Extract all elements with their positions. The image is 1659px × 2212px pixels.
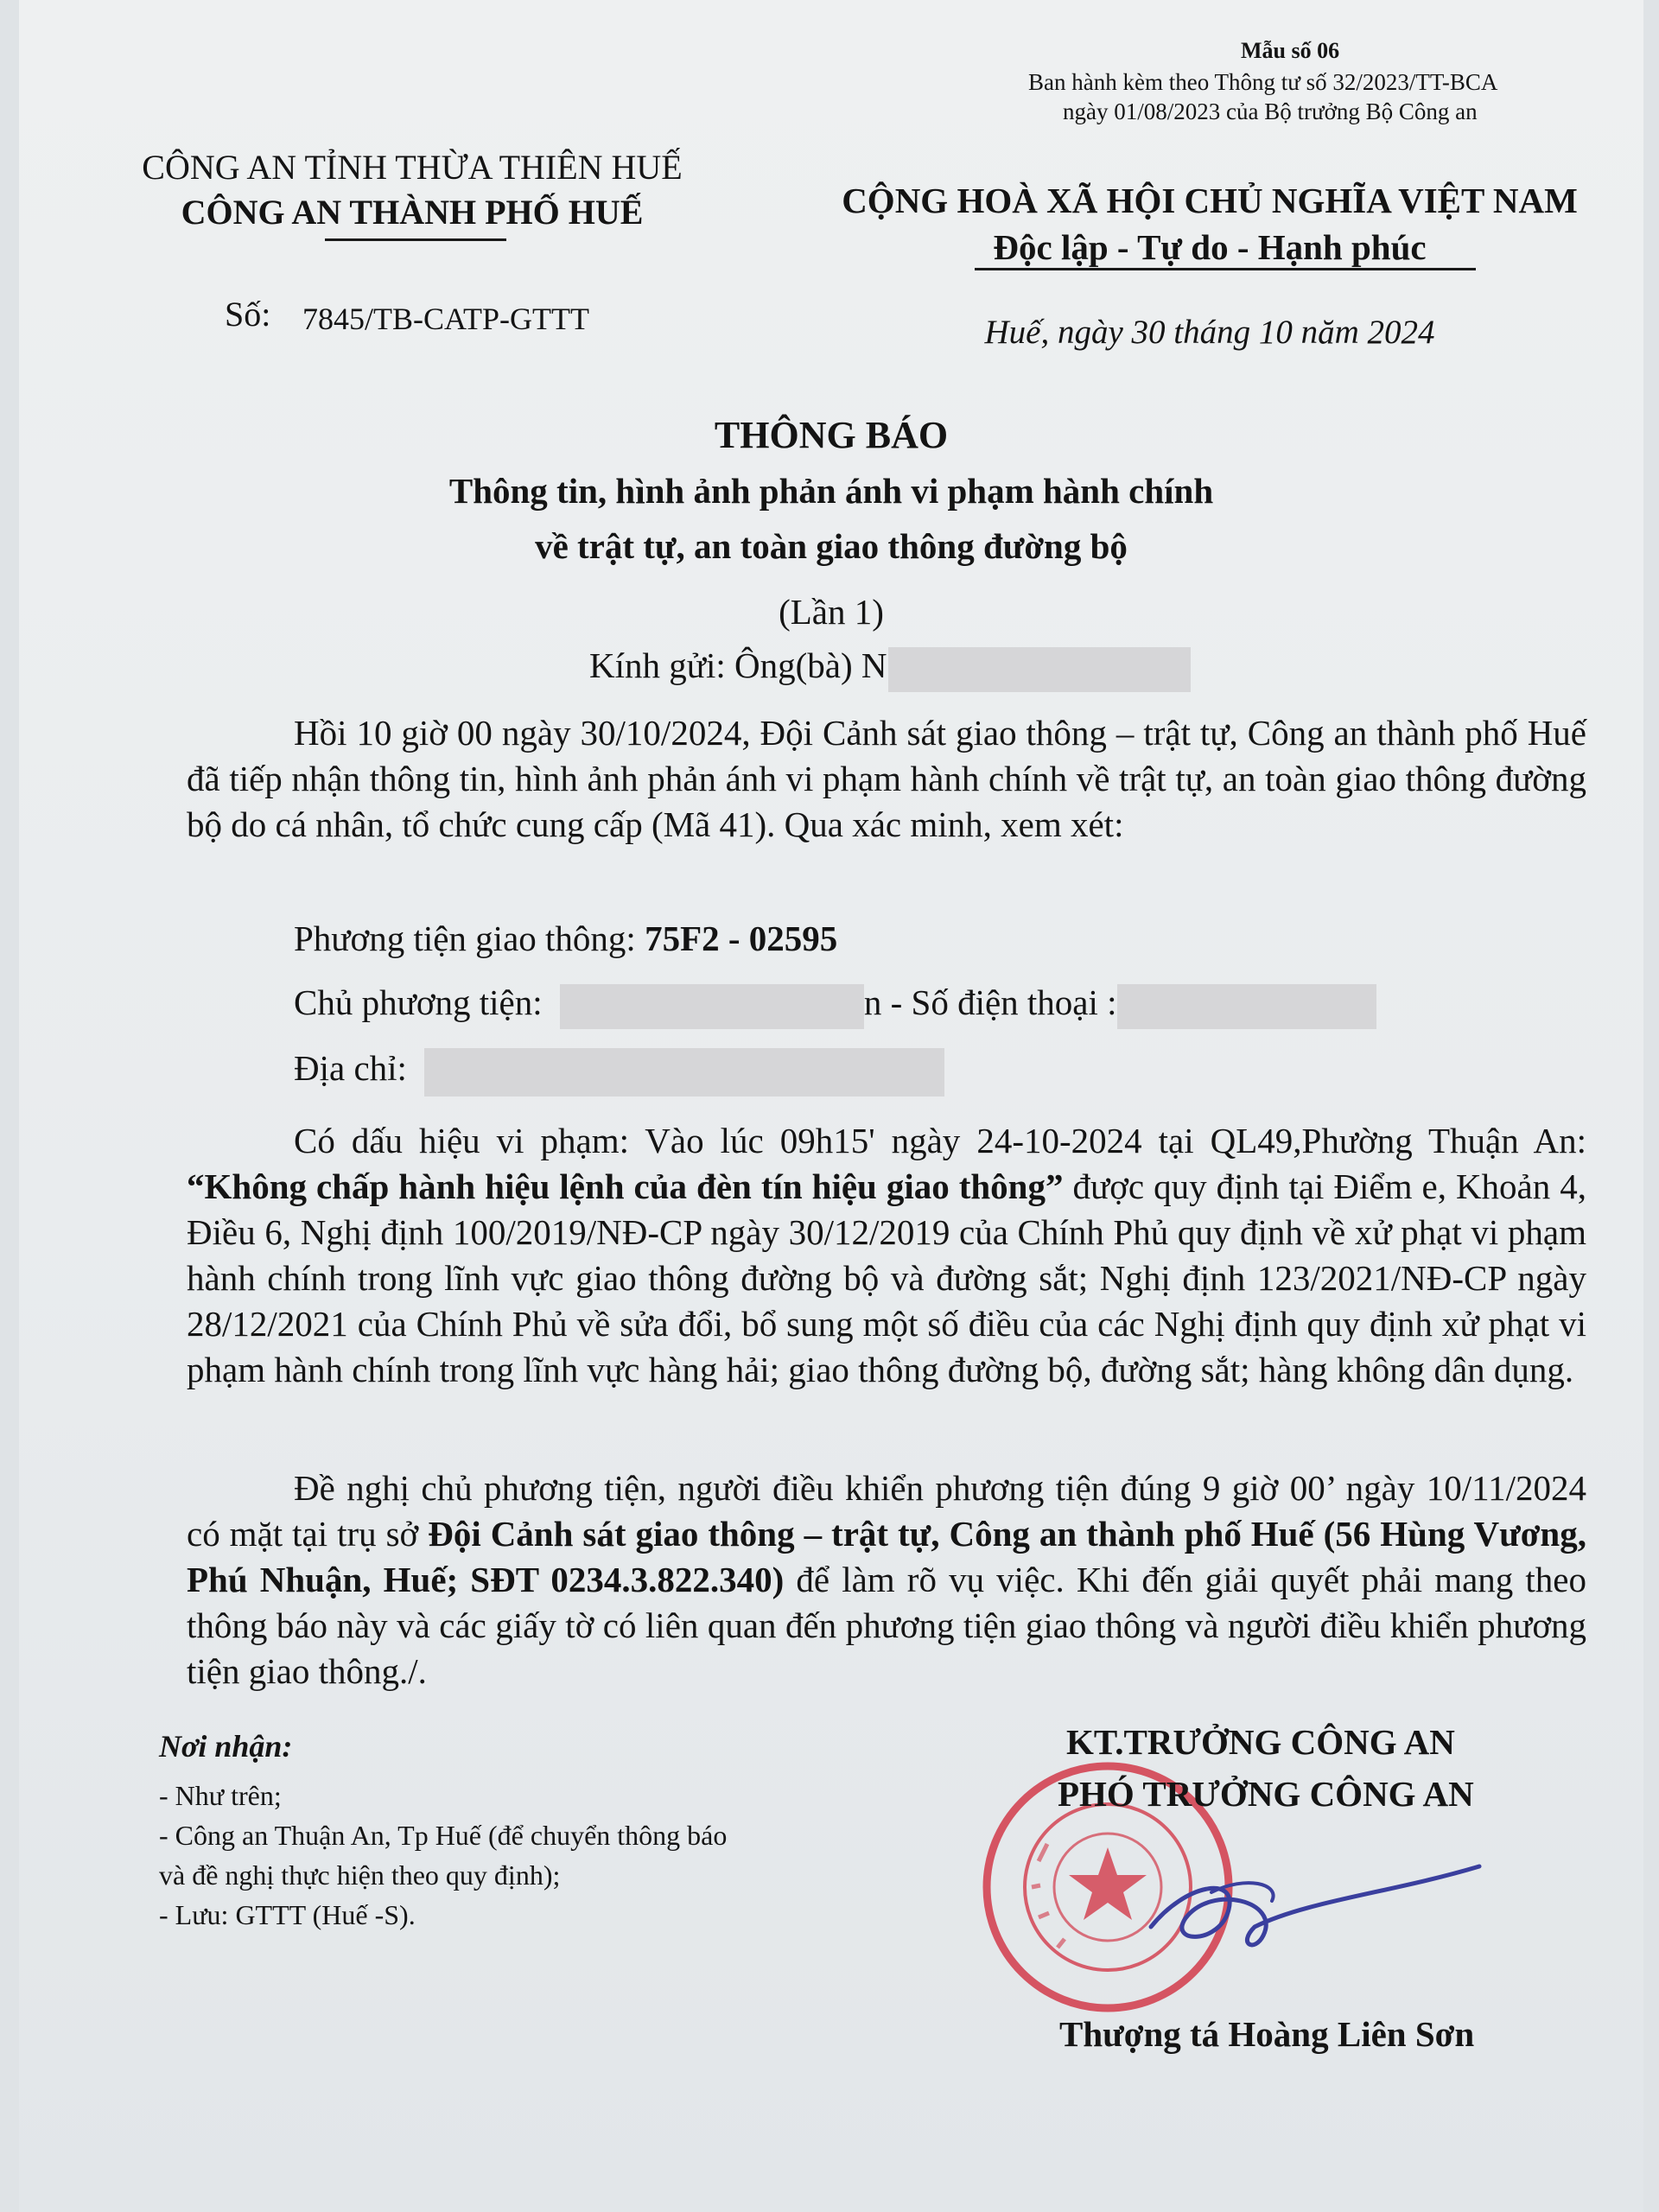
- form-issued-by: Ban hành kèm theo Thông tư số 32/2023/TT-BCA: [1028, 69, 1498, 95]
- phone-label: - Số điện thoại :: [890, 982, 1117, 1022]
- page-title: THÔNG BÁO: [714, 414, 949, 456]
- nation-motto: Độc lập - Tự do - Hạnh phúc: [993, 227, 1427, 267]
- form-issued-date: ngày 01/08/2023 của Bộ trưởng Bộ Công an: [1063, 99, 1478, 124]
- subtitle-line2: về trật tự, an toàn giao thông đường bộ: [535, 526, 1128, 566]
- form-number: Mẫu số 06: [1241, 38, 1340, 63]
- owner-field: [294, 980, 1376, 1029]
- addressee-prefix: Kính gửi: Ông(bà) N: [589, 645, 887, 685]
- place-date: Huế, ngày 30 tháng 10 năm 2024: [984, 314, 1435, 351]
- violation-paragraph: [187, 1118, 1586, 1393]
- attempt-label: (Lần 1): [779, 592, 884, 632]
- intro-paragraph: Hồi 10 giờ 00 ngày 30/10/2024, Đội Cảnh sát giao thông – trật tự, Công an thành phố Huế đã tiếp nhận thông tin, hình ảnh phản ánh vi phạm hành chính về trật tự, an toàn giao thông đường bộ do cá nhân, tổ chức cung cấp (Mã 41). Qua xác minh, xem xét:: [187, 713, 1586, 844]
- address-redaction: [424, 1048, 944, 1096]
- doc-number: 7845/TB-CATP-GTTT: [302, 302, 589, 336]
- addressee-line: [589, 645, 1191, 692]
- doc-number-label: Số:: [225, 295, 271, 334]
- nation-name: CỘNG HOÀ XÃ HỘI CHỦ NGHĨA VIỆT NAM: [842, 181, 1578, 220]
- request-paragraph: [187, 1465, 1586, 1694]
- violation-intro: Có dấu hiệu vi phạm: Vào lúc 09h15' ngày 24-10-2024 tại QL49,Phường Thuận An:: [294, 1121, 1586, 1160]
- recipients-heading: Nơi nhận:: [159, 1729, 293, 1764]
- violation-legal-basis: được quy định tại Điểm e, Khoản 4, Điều 6, Nghị định 100/2019/NĐ-CP ngày 30/12/2019 của Chính Phủ quy định về xử phạt vi phạm hành chính trong lĩnh vực giao thông đường bộ và đường sắt; Nghị định 123/2021/NĐ-CP ngày 28/12/2021 của Chính Phủ về sửa đổi, bổ sung một số điều của các Nghị định quy định xử phạt vi phạm hành chính trong lĩnh vực hàng hải; giao thông đường bộ, đường sắt; hàng không dân dụng.: [187, 1166, 1586, 1389]
- owner-redaction: [560, 984, 864, 1029]
- signature-title-line1: KT.TRƯỞNG CÔNG AN: [1066, 1722, 1455, 1762]
- recipient-item: - Lưu: GTTT (Huế -S).: [159, 1899, 416, 1930]
- agency-parent: CÔNG AN TỈNH THỪA THIÊN HUẾ: [142, 148, 683, 187]
- address-field: [294, 1046, 944, 1096]
- addressee-redaction: [888, 647, 1191, 692]
- owner-tail: n: [863, 982, 882, 1022]
- subtitle-line1: Thông tin, hình ảnh phản ánh vi phạm hành chính: [448, 471, 1214, 511]
- recipient-item: - Như trên;: [159, 1780, 282, 1811]
- address-label: Địa chỉ:: [294, 1048, 407, 1088]
- vehicle-field: [294, 916, 837, 962]
- signer-name: Thượng tá Hoàng Liên Sơn: [1059, 2014, 1475, 2054]
- signature-title-line2: PHÓ TRƯỞNG CÔNG AN: [1058, 1774, 1474, 1814]
- request-instructions: để làm rõ vụ việc. Khi đến giải quyết phải mang theo thông báo này và các giấy tờ có liên quan đến phương tiện giao thông và người điều khiển phương tiện giao thông./.: [187, 1560, 1586, 1691]
- vehicle-label: Phương tiện giao thông:: [294, 918, 636, 958]
- phone-redaction: [1117, 984, 1376, 1029]
- recipient-item: và đề nghị thực hiện theo quy định);: [159, 1859, 561, 1891]
- owner-label: Chủ phương tiện:: [294, 982, 543, 1022]
- document-page: [19, 0, 1643, 2212]
- vehicle-plate: 75F2 - 02595: [645, 918, 838, 958]
- signature-ink-icon: [1134, 1849, 1497, 1979]
- agency-underline: [325, 238, 506, 241]
- motto-underline: [975, 268, 1476, 270]
- violation-description: “Không chấp hành hiệu lệnh của đèn tín hiệu giao thông”: [187, 1166, 1064, 1206]
- request-location: Đội Cảnh sát giao thông – trật tự, Công an thành phố Huế (56 Hùng Vương, Phú Nhuận, Huế; SĐT 0234.3.822.340): [187, 1514, 1586, 1599]
- agency-name: CÔNG AN THÀNH PHỐ HUẾ: [181, 193, 644, 232]
- recipient-item: - Công an Thuận An, Tp Huế (để chuyển thông báo: [159, 1820, 728, 1851]
- request-intro: Đề nghị chủ phương tiện, người điều khiển phương tiện đúng 9 giờ 00’ ngày 10/11/2024 có mặt tại trụ sở: [187, 1468, 1586, 1554]
